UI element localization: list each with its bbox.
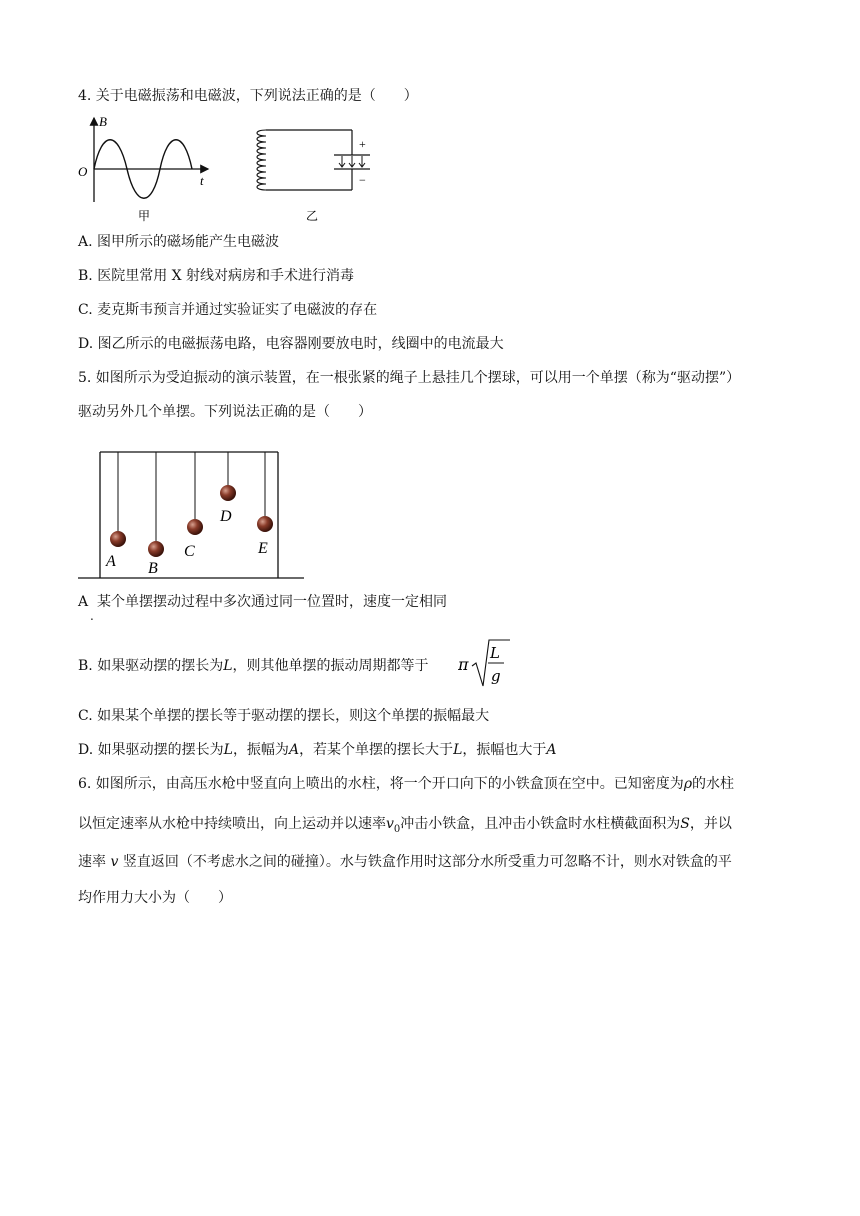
option-a-letter: A (78, 594, 89, 610)
field-arrows (339, 156, 365, 167)
option-d-part2: ，振幅为 (232, 742, 289, 758)
q4-option-b: B. 医院里常用 X 射线对病房和手术进行消毒 (78, 268, 355, 284)
svg-text:C: C (184, 543, 195, 560)
q5-option-d (78, 740, 556, 760)
q4-option-c: C. 麦克斯韦预言并通过实验证实了电磁波的存在 (78, 302, 378, 318)
q5-option-c: C. 如果某个单摆的摆长等于驱动摆的摆长，则这个单摆的振幅最大 (78, 708, 490, 724)
figure-yi-lc-circuit (248, 122, 378, 224)
q5-stem-line2: 驱动另外几个单摆。下列说法正确的是（ ） (78, 404, 372, 420)
origin-label: O (78, 164, 88, 179)
minus-sign: − (359, 173, 366, 187)
axis-x-label: t (200, 173, 204, 188)
option-d-part3: ，若某个单摆的摆长大于 (299, 742, 454, 758)
q6-line3-b: 竖直返回（不考虑水之间的碰撞）。水与铁盒作用时这部分水所受重力可忽略不计，则水对铁盒的平 (122, 854, 732, 870)
q5-option-a-dot: . (90, 609, 94, 623)
formula-denominator: g (491, 667, 501, 685)
q4-stem: 4. 关于电磁振荡和电磁波，下列说法正确的是（ ） (78, 88, 418, 104)
q5-option-b (78, 656, 429, 676)
option-d-l2: L (453, 742, 463, 758)
figure-pendulums (78, 442, 308, 584)
q6-rho: ρ (683, 776, 693, 792)
option-b-l: L (223, 658, 233, 674)
pendulum-b (148, 452, 164, 577)
formula-pi: π (458, 655, 469, 674)
option-d-part1: D. 如果驱动摆的摆长为 (78, 742, 224, 758)
axis-y-label: B (99, 114, 107, 129)
pendulum-d (219, 452, 236, 525)
q6-s: S (680, 816, 690, 832)
option-b-mid: ，则其他单摆的振动周期都等于 (232, 658, 429, 674)
svg-text:D: D (220, 508, 232, 525)
figure-jia-sine-wave (74, 112, 214, 224)
formula-numerator: L (490, 644, 500, 662)
option-d-a1: A (288, 742, 300, 758)
q6-v0: v (386, 816, 394, 832)
formula-period (458, 636, 514, 696)
q6-line3-a: 速率 (78, 854, 106, 870)
plus-sign: + (359, 137, 366, 151)
q6-line1-tail: 的水柱 (692, 776, 735, 792)
option-b-prefix: B. 如果驱动摆的摆长为 (78, 658, 224, 674)
pendulum-c (184, 452, 203, 560)
inductor-coil (257, 130, 266, 190)
q6-line2-b: 冲击小铁盒，且冲击小铁盒时水柱横截面积为 (400, 816, 681, 832)
q6-line4: 均作用力大小为（ ） (78, 890, 232, 906)
q6-line2-c: ，并以 (689, 816, 732, 832)
q6-v0-sub: 0 (393, 823, 401, 835)
q6-line3 (78, 852, 732, 872)
q6-line2-a: 以恒定速率从水枪中持续喷出，向上运动并以速率 (78, 816, 386, 832)
option-a-text: 某个单摆摆动过程中多次通过同一位置时，速度一定相同 (97, 594, 448, 610)
option-d-a2: A (546, 742, 557, 758)
q5-stem-line1: 5. 如图所示为受迫振动的演示装置，在一根张紧的绳子上悬挂几个摆球，可以用一个单摆（称为“驱动摆”） (78, 370, 741, 386)
pendulum-e (257, 452, 273, 557)
q5-option-a (78, 592, 447, 612)
caption-jia: 甲 (138, 209, 151, 223)
q4-option-d: D. 图乙所示的电磁振荡电路，电容器刚要放电时，线圈中的电流最大 (78, 336, 504, 352)
q6-v: v (110, 854, 119, 870)
svg-text:B: B (148, 560, 158, 577)
caption-yi: 乙 (306, 209, 319, 223)
q6-line1 (78, 774, 734, 794)
pendulum-a (105, 452, 126, 570)
option-d-l1: L (223, 742, 233, 758)
q6-line2 (78, 814, 732, 840)
svg-text:A: A (106, 553, 116, 570)
option-d-part4: ，振幅也大于 (462, 742, 547, 758)
svg-text:E: E (258, 540, 268, 557)
q6-line1-text: 6. 如图所示，由高压水枪中竖直向上喷出的水柱，将一个开口向下的小铁盒顶在空中。已知密度为 (78, 776, 684, 792)
q4-option-a: A. 图甲所示的磁场能产生电磁波 (78, 234, 280, 250)
